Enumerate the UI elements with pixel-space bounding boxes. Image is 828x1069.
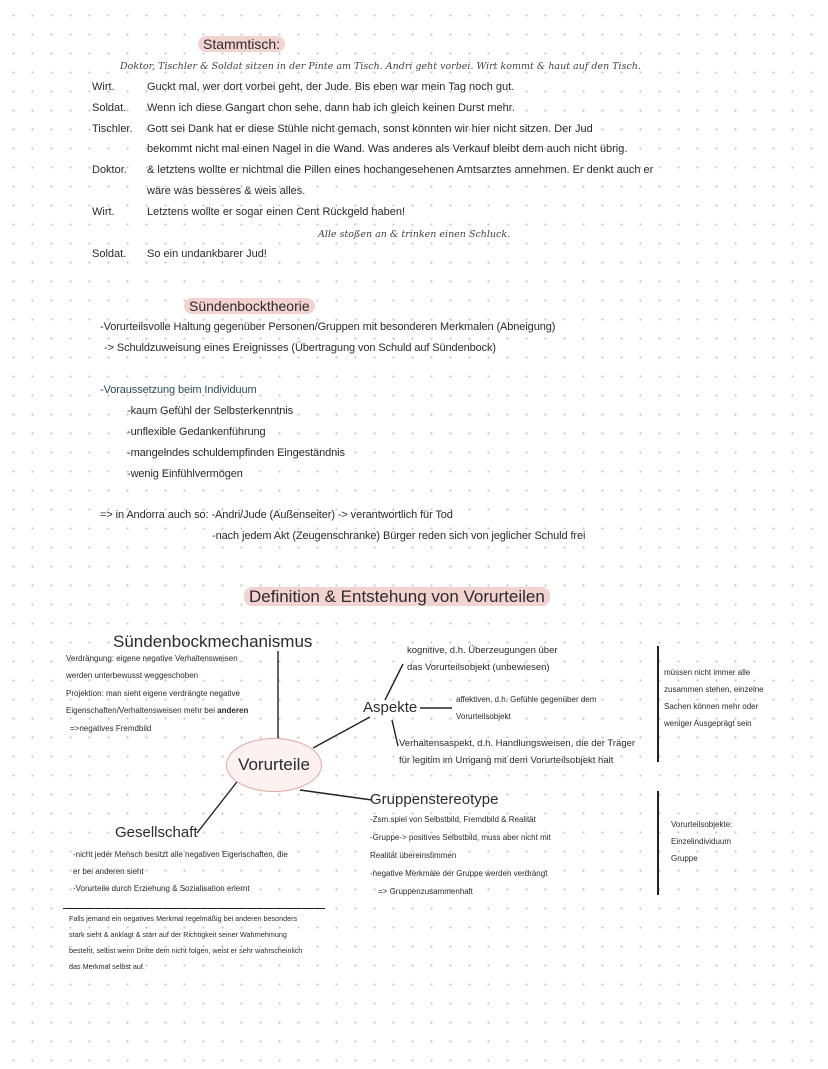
voraussetzung-item: -wenig Einfühlvermögen	[127, 468, 243, 480]
mechanismus-line: Verdrängung: eigene negative Verhaltensweisen	[66, 654, 238, 663]
mechanismus-line: Eigenschaften/Verhaltensweisen mehr bei anderen	[66, 706, 249, 715]
dialogue-line: Gott sei Dank hat er diese Stühle nicht gemach, sonst könnten wir hier nicht sitzen. Der Jud	[147, 123, 593, 135]
side-note-line: Einzelindividuum	[671, 837, 732, 846]
andorra-line: => in Andorra auch so: -Andri/Jude (Außenseiter) -> verantwortlich für Tod	[100, 509, 453, 521]
line-gesellschaft	[197, 778, 240, 833]
side-note-line: Vorurteilsobjekte:	[671, 820, 733, 829]
dialogue-line: Guckt mal, wer dort vorbei geht, der Jude. Bis eben war mein Tag noch gut.	[147, 81, 515, 93]
gesellschaft-title: Gesellschaft	[115, 824, 198, 841]
aspekt-affektiv: Vorurteilsobjekt	[456, 712, 511, 721]
voraussetzung-item: -mangelndes schuldempfinden Eingeständnis	[127, 447, 345, 459]
footnote-line: besteht, selbst wenn Dritte dem nicht folgen, weist er sehr wahrscheinlich	[69, 946, 303, 955]
side-note-line: Gruppe	[671, 854, 698, 863]
footnote-divider	[63, 908, 325, 909]
stage-direction: Alle stoßen an & trinken einen Schluck.	[318, 229, 511, 240]
voraussetzung-item: -kaum Gefühl der Selbsterkenntnis	[127, 405, 294, 417]
dialogue-line-cont: wäre was besseres & weis alles.	[147, 185, 306, 197]
speaker: Wirt.	[92, 206, 115, 218]
stage-direction: Doktor, Tischler & Soldat sitzen in der Pinte am Tisch. Andri geht vorbei. Wirt kommt & haut auf den Tisch.	[120, 61, 641, 72]
gruppen-line: Realität übereinstimmen	[370, 851, 457, 860]
gruppen-line: -Gruppe-> positives Selbstbild, muss aber nicht mit	[370, 833, 551, 842]
theory-line: -> Schuldzuweisung eines Ereignisses (Übertragung von Schuld auf Sündenbock)	[104, 342, 496, 354]
side-note-line: müssen nicht immer alle	[664, 668, 751, 677]
aspekte-title: Aspekte	[363, 699, 418, 716]
mechanismus-title: Sündenbockmechanismus	[113, 632, 313, 651]
gesellschaft-line: er bei anderen sieht	[73, 867, 144, 876]
vorurteile-label: Vorurteile	[238, 755, 310, 774]
dialogue-line: & letztens wollte er nichtmal die Pillen eines hochangesehenen Amtsarztes annehmen. Er denkt auch er	[147, 164, 654, 176]
voraussetzung-item: -unflexible Gedankenführung	[127, 426, 266, 438]
stammtisch-title: Stammtisch:	[198, 36, 285, 52]
andorra-line: -nach jedem Akt (Zeugenschranke) Bürger reden sich von jeglicher Schuld frei	[212, 530, 586, 542]
side-note-line: weniger Ausgeprägt sein	[664, 719, 752, 728]
aspekt-kognitiv: kognitive, d.h. Überzeugungen über	[407, 645, 558, 656]
line-gruppen	[300, 790, 372, 800]
mechanismus-line: =>negatives Fremdbild	[70, 724, 152, 733]
aspekt-affektiv: affektiven, d.h. Gefühle gegenüber dem	[456, 695, 597, 704]
speaker: Soldat.	[92, 248, 127, 260]
line-aspekte	[313, 717, 370, 748]
voraussetzung-title: -Voraussetzung beim Individuum	[100, 384, 257, 396]
dialogue-line: Wenn ich diese Gangart chon sehe, dann hab ich gleich keinen Durst mehr.	[147, 102, 515, 114]
dialogue-line: Letztens wollte er sogar einen Cent Rückgeld haben!	[147, 206, 406, 218]
suendenbock-title: Sündenbocktheorie	[184, 298, 315, 314]
definition-title: Definition & Entstehung von Vorurteilen	[244, 587, 550, 607]
theory-line: -Vorurteilsvolle Haltung gegenüber Personen/Gruppen mit besonderen Merkmalen (Abneigung)	[100, 321, 556, 333]
gesellschaft-line: -nicht jeder Mensch besitzt alle negativen Eigenschaften, die	[73, 850, 288, 859]
aspekt-verhalten: Verhaltensaspekt, d.h. Handlungsweisen, die der Träger	[399, 738, 636, 749]
mechanismus-line: Projektion: man sieht eigene verdrängte negative	[66, 689, 240, 698]
gesellschaft-line: -Vorurteile durch Erziehung & Sozialisation erlernt	[73, 884, 250, 893]
aspekt-kognitiv: das Vorurteilsobjekt (unbewiesen)	[407, 662, 550, 673]
aspekt-verhalten: für legitim im Umgang mit dem Vorurteilsobjekt halt	[399, 755, 614, 766]
side-note-bar	[657, 646, 659, 762]
gruppen-line: -Zsm.spiel von Selbstbild, Fremdbild & Realität	[370, 815, 536, 824]
mechanismus-line: werden unterbewusst weggeschoben	[66, 671, 199, 680]
gruppen-title: Gruppenstereotype	[370, 791, 499, 808]
gruppen-line: => Gruppenzusammenhalt	[378, 887, 473, 896]
line-aspekt-kognitiv	[385, 664, 403, 700]
speaker: Doktor.	[92, 164, 127, 176]
line-aspekt-verhalten	[392, 720, 398, 746]
footnote-line: stark sieht & anklagt & stärr auf der Richtigkeit seiner Wahrnehmung	[69, 930, 287, 939]
dialogue-line-cont: bekommt nicht mal einen Nagel in die Wand. Was anderes als Verkauf bleibt dem auch nicht übrig.	[147, 143, 628, 155]
speaker: Wirt.	[92, 81, 115, 93]
speaker: Soldat.	[92, 102, 127, 114]
footnote-line: Falls jemand ein negatives Merkmal regelmäßig bei anderen besonders	[69, 914, 298, 923]
dialogue-line: So ein undankbarer Jud!	[147, 248, 267, 260]
side-note-line: Sachen können mehr oder	[664, 702, 759, 711]
speaker: Tischler.	[92, 123, 133, 135]
gruppen-line: -negative Merkmale der Gruppe werden verdrängt	[370, 869, 548, 878]
footnote-line: das Merkmal selbst auf.	[69, 962, 145, 971]
side-note-line: zusammen stehen, einzelne	[664, 685, 764, 694]
vorurteile-center-node	[226, 738, 322, 792]
side-note-bar	[657, 791, 659, 895]
